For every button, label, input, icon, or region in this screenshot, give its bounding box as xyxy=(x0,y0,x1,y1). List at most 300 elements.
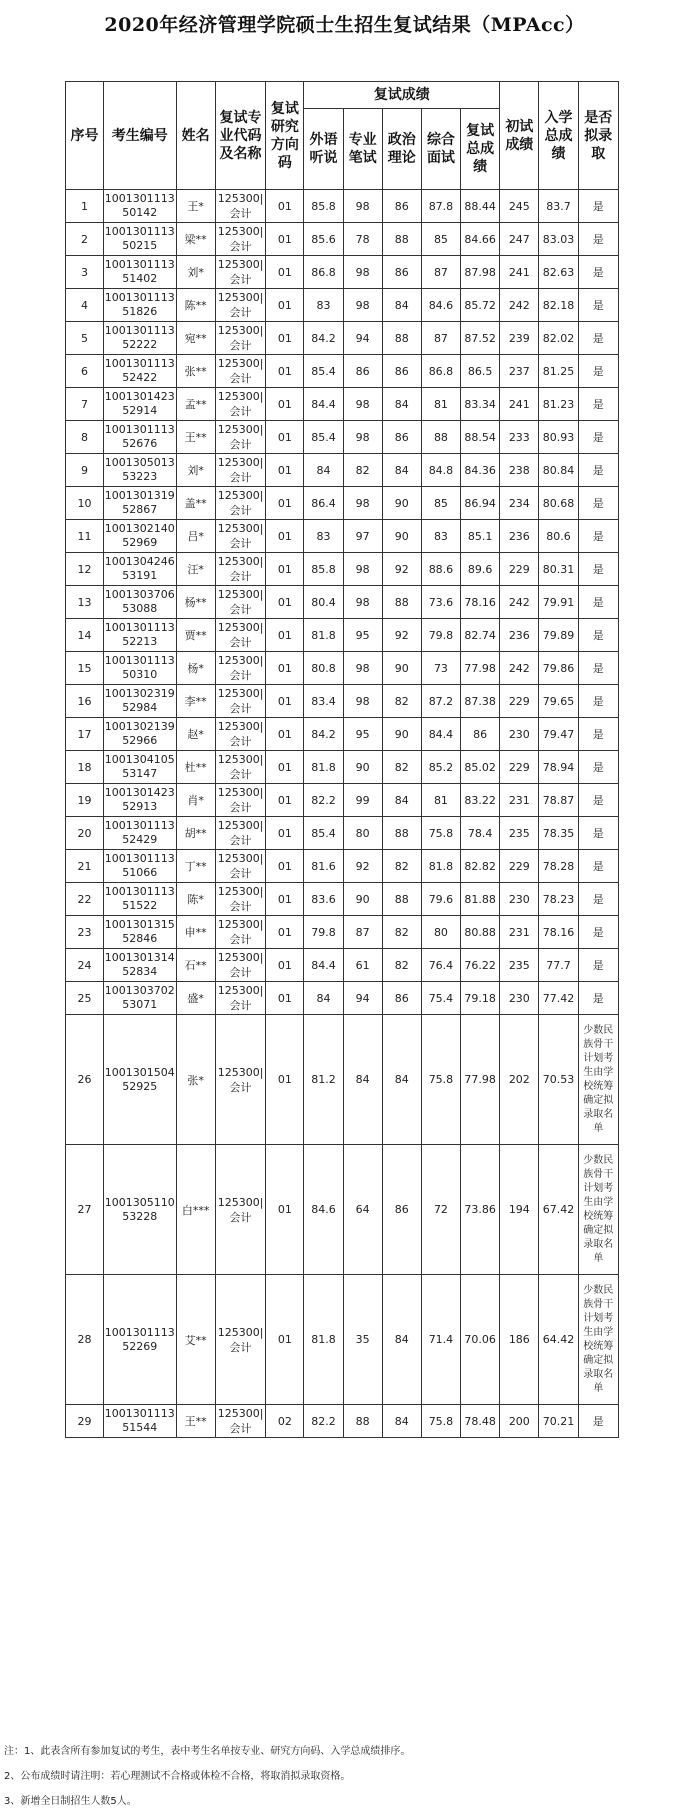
table-row xyxy=(66,421,619,454)
col-header-admitted: 是否拟录取 xyxy=(578,82,618,190)
table-row xyxy=(66,520,619,553)
candidate-id-cell xyxy=(104,388,177,421)
foreign-cell: 79.8 xyxy=(304,916,343,949)
foreign-cell: 83 xyxy=(304,289,343,322)
retest-total-cell: 85.1 xyxy=(461,520,500,553)
major-name: 会计 xyxy=(229,636,252,649)
admitted-cell: 是 xyxy=(578,421,618,454)
name-cell: 吕* xyxy=(176,520,215,553)
seq-cell: 29 xyxy=(66,1405,104,1438)
candidate-id-part1: 1001302319 xyxy=(104,687,175,700)
major-code: 125300| xyxy=(217,588,264,601)
admission-total-cell: 77.42 xyxy=(539,982,578,1015)
interview-cell: 87.8 xyxy=(421,190,460,223)
candidate-id-cell xyxy=(104,421,177,454)
retest-total-cell: 79.18 xyxy=(461,982,500,1015)
admitted-cell: 是 xyxy=(578,1405,618,1438)
written-cell: 84 xyxy=(343,1015,382,1145)
name-cell: 丁** xyxy=(176,850,215,883)
written-cell: 98 xyxy=(343,256,382,289)
initial-cell: 230 xyxy=(500,982,539,1015)
major-code: 125300| xyxy=(217,324,264,337)
major-name: 会计 xyxy=(229,339,252,352)
initial-cell: 236 xyxy=(500,520,539,553)
politics-cell: 86 xyxy=(382,1145,421,1275)
table-row xyxy=(66,916,619,949)
admission-total-cell: 82.02 xyxy=(539,322,578,355)
candidate-id-part1: 1001301113 xyxy=(104,654,175,667)
major-cell xyxy=(215,916,266,949)
direction-cell: 01 xyxy=(266,817,304,850)
col-header-admission-total: 入学总成绩 xyxy=(539,82,578,190)
col-header-direction: 复试研究方向码 xyxy=(266,82,304,190)
admission-total-cell: 83.03 xyxy=(539,223,578,256)
retest-total-cell: 78.16 xyxy=(461,586,500,619)
candidate-id-cell xyxy=(104,322,177,355)
initial-cell: 229 xyxy=(500,553,539,586)
politics-cell: 82 xyxy=(382,685,421,718)
major-code: 125300| xyxy=(217,1407,264,1420)
name-cell: 赵* xyxy=(176,718,215,751)
seq-cell: 2 xyxy=(66,223,104,256)
seq-cell: 8 xyxy=(66,421,104,454)
name-cell: 陈* xyxy=(176,883,215,916)
candidate-id-part1: 1001305013 xyxy=(104,456,175,469)
candidate-id-cell xyxy=(104,520,177,553)
foreign-cell: 84.6 xyxy=(304,1145,343,1275)
interview-cell: 88.6 xyxy=(421,553,460,586)
major-code: 125300| xyxy=(217,1065,264,1079)
admission-total-cell: 81.23 xyxy=(539,388,578,421)
written-cell: 61 xyxy=(343,949,382,982)
initial-cell: 231 xyxy=(500,916,539,949)
col-header-politics: 政治理论 xyxy=(382,109,421,190)
retest-total-cell: 84.66 xyxy=(461,223,500,256)
direction-cell: 01 xyxy=(266,982,304,1015)
major-cell xyxy=(215,190,266,223)
major-code: 125300| xyxy=(217,555,264,568)
major-code: 125300| xyxy=(217,1195,264,1209)
candidate-id-cell xyxy=(104,1405,177,1438)
politics-cell: 88 xyxy=(382,223,421,256)
major-name: 会计 xyxy=(229,603,252,616)
direction-cell: 01 xyxy=(266,1015,304,1145)
candidate-id-part1: 1001301113 xyxy=(104,1325,175,1339)
seq-cell: 5 xyxy=(66,322,104,355)
interview-cell: 83 xyxy=(421,520,460,553)
politics-cell: 88 xyxy=(382,586,421,619)
foreign-cell: 82.2 xyxy=(304,784,343,817)
major-code: 125300| xyxy=(217,456,264,469)
table-row xyxy=(66,1015,619,1145)
written-cell: 98 xyxy=(343,487,382,520)
major-name: 会计 xyxy=(229,867,252,880)
foreign-cell: 81.8 xyxy=(304,619,343,652)
politics-cell: 88 xyxy=(382,883,421,916)
admitted-cell: 少数民族骨干计划考生由学校统筹确定拟录取名单 xyxy=(578,1275,618,1405)
candidate-id-part1: 1001303706 xyxy=(104,588,175,601)
major-name: 会计 xyxy=(229,1080,252,1094)
candidate-id-part2: 52925 xyxy=(122,1079,158,1093)
direction-cell: 01 xyxy=(266,883,304,916)
admitted-cell: 是 xyxy=(578,619,618,652)
candidate-id-part2: 52914 xyxy=(122,404,158,417)
initial-cell: 247 xyxy=(500,223,539,256)
candidate-id-part2: 51066 xyxy=(122,866,158,879)
admitted-cell: 是 xyxy=(578,652,618,685)
retest-total-cell: 85.02 xyxy=(461,751,500,784)
candidate-id-part1: 1001301504 xyxy=(104,1065,175,1079)
retest-total-cell: 87.52 xyxy=(461,322,500,355)
admission-total-cell: 78.87 xyxy=(539,784,578,817)
politics-cell: 84 xyxy=(382,289,421,322)
written-cell: 87 xyxy=(343,916,382,949)
admitted-cell: 是 xyxy=(578,553,618,586)
name-cell: 杨* xyxy=(176,652,215,685)
table-row xyxy=(66,685,619,718)
admitted-cell: 是 xyxy=(578,487,618,520)
candidate-id-part2: 53088 xyxy=(122,602,158,615)
politics-cell: 84 xyxy=(382,1405,421,1438)
major-name: 会计 xyxy=(229,471,252,484)
admission-total-cell: 83.7 xyxy=(539,190,578,223)
foreign-cell: 80.4 xyxy=(304,586,343,619)
initial-cell: 230 xyxy=(500,883,539,916)
candidate-id-part1: 1001301423 xyxy=(104,786,175,799)
written-cell: 35 xyxy=(343,1275,382,1405)
major-code: 125300| xyxy=(217,852,264,865)
written-cell: 92 xyxy=(343,850,382,883)
seq-cell: 6 xyxy=(66,355,104,388)
major-cell xyxy=(215,817,266,850)
direction-cell: 01 xyxy=(266,355,304,388)
written-cell: 88 xyxy=(343,1405,382,1438)
admission-total-cell: 80.84 xyxy=(539,454,578,487)
initial-cell: 194 xyxy=(500,1145,539,1275)
politics-cell: 92 xyxy=(382,619,421,652)
direction-cell: 01 xyxy=(266,553,304,586)
politics-cell: 92 xyxy=(382,553,421,586)
foreign-cell: 81.6 xyxy=(304,850,343,883)
major-name: 会计 xyxy=(229,834,252,847)
admission-total-cell: 70.53 xyxy=(539,1015,578,1145)
admitted-cell: 是 xyxy=(578,190,618,223)
candidate-id-part2: 51826 xyxy=(122,305,158,318)
name-cell: 刘* xyxy=(176,256,215,289)
candidate-id-part2: 53147 xyxy=(122,767,158,780)
candidate-id-part1: 1001301319 xyxy=(104,489,175,502)
major-cell xyxy=(215,487,266,520)
foreign-cell: 84.4 xyxy=(304,949,343,982)
candidate-id-cell xyxy=(104,1145,177,1275)
foreign-cell: 83.6 xyxy=(304,883,343,916)
foreign-cell: 82.2 xyxy=(304,1405,343,1438)
retest-total-cell: 86 xyxy=(461,718,500,751)
major-code: 125300| xyxy=(217,819,264,832)
admission-total-cell: 79.91 xyxy=(539,586,578,619)
major-name: 会计 xyxy=(229,933,252,946)
retest-total-cell: 77.98 xyxy=(461,1015,500,1145)
admission-total-cell: 80.31 xyxy=(539,553,578,586)
admitted-cell: 是 xyxy=(578,289,618,322)
major-cell xyxy=(215,982,266,1015)
retest-total-cell: 82.74 xyxy=(461,619,500,652)
major-cell xyxy=(215,388,266,421)
admitted-cell: 是 xyxy=(578,718,618,751)
admitted-cell: 是 xyxy=(578,817,618,850)
direction-cell: 01 xyxy=(266,1275,304,1405)
major-code: 125300| xyxy=(217,984,264,997)
politics-cell: 82 xyxy=(382,751,421,784)
name-cell: 白*** xyxy=(176,1145,215,1275)
candidate-id-cell xyxy=(104,850,177,883)
direction-cell: 01 xyxy=(266,256,304,289)
major-cell xyxy=(215,1405,266,1438)
foreign-cell: 84 xyxy=(304,982,343,1015)
major-code: 125300| xyxy=(217,753,264,766)
retest-total-cell: 83.22 xyxy=(461,784,500,817)
candidate-id-part2: 50215 xyxy=(122,239,158,252)
retest-total-cell: 86.5 xyxy=(461,355,500,388)
major-code: 125300| xyxy=(217,1325,264,1339)
seq-cell: 25 xyxy=(66,982,104,1015)
major-cell xyxy=(215,553,266,586)
seq-cell: 24 xyxy=(66,949,104,982)
candidate-id-part1: 1001301314 xyxy=(104,951,175,964)
candidate-id-part2: 52867 xyxy=(122,503,158,516)
written-cell: 98 xyxy=(343,553,382,586)
retest-total-cell: 80.88 xyxy=(461,916,500,949)
foreign-cell: 84 xyxy=(304,454,343,487)
major-cell xyxy=(215,850,266,883)
admission-total-cell: 81.25 xyxy=(539,355,578,388)
seq-cell: 27 xyxy=(66,1145,104,1275)
interview-cell: 85 xyxy=(421,487,460,520)
major-name: 会计 xyxy=(229,207,252,220)
foreign-cell: 86.4 xyxy=(304,487,343,520)
admission-total-cell: 82.63 xyxy=(539,256,578,289)
admitted-cell: 是 xyxy=(578,850,618,883)
seq-cell: 1 xyxy=(66,190,104,223)
retest-total-cell: 84.36 xyxy=(461,454,500,487)
table-row xyxy=(66,718,619,751)
major-name: 会计 xyxy=(229,1340,252,1354)
col-header-seq: 序号 xyxy=(66,82,104,190)
seq-cell: 22 xyxy=(66,883,104,916)
written-cell: 95 xyxy=(343,619,382,652)
initial-cell: 229 xyxy=(500,685,539,718)
foreign-cell: 84.2 xyxy=(304,718,343,751)
direction-cell: 02 xyxy=(266,1405,304,1438)
table-row xyxy=(66,850,619,883)
retest-total-cell: 83.34 xyxy=(461,388,500,421)
candidate-id-cell xyxy=(104,718,177,751)
politics-cell: 86 xyxy=(382,421,421,454)
retest-total-cell: 88.54 xyxy=(461,421,500,454)
table-row xyxy=(66,817,619,850)
table-row xyxy=(66,190,619,223)
name-cell: 孟** xyxy=(176,388,215,421)
politics-cell: 90 xyxy=(382,718,421,751)
initial-cell: 229 xyxy=(500,850,539,883)
politics-cell: 84 xyxy=(382,388,421,421)
seq-cell: 20 xyxy=(66,817,104,850)
admission-total-cell: 67.42 xyxy=(539,1145,578,1275)
retest-total-cell: 88.44 xyxy=(461,190,500,223)
major-cell xyxy=(215,520,266,553)
written-cell: 98 xyxy=(343,388,382,421)
major-code: 125300| xyxy=(217,390,264,403)
candidate-id-part1: 1001302139 xyxy=(104,720,175,733)
foreign-cell: 85.6 xyxy=(304,223,343,256)
candidate-id-part2: 52913 xyxy=(122,800,158,813)
name-cell: 杜** xyxy=(176,751,215,784)
candidate-id-cell xyxy=(104,553,177,586)
admission-total-cell: 78.28 xyxy=(539,850,578,883)
retest-total-cell: 76.22 xyxy=(461,949,500,982)
admission-total-cell: 79.89 xyxy=(539,619,578,652)
admission-total-cell: 80.6 xyxy=(539,520,578,553)
seq-cell: 28 xyxy=(66,1275,104,1405)
admitted-cell: 是 xyxy=(578,223,618,256)
footnotes xyxy=(4,1745,684,1820)
major-cell xyxy=(215,685,266,718)
admission-total-cell: 79.47 xyxy=(539,718,578,751)
initial-cell: 186 xyxy=(500,1275,539,1405)
seq-cell: 16 xyxy=(66,685,104,718)
name-cell: 王* xyxy=(176,190,215,223)
major-cell xyxy=(215,1145,266,1275)
major-name: 会计 xyxy=(229,1210,252,1224)
admitted-cell: 是 xyxy=(578,454,618,487)
foreign-cell: 80.8 xyxy=(304,652,343,685)
major-name: 会计 xyxy=(229,504,252,517)
candidate-id-cell xyxy=(104,223,177,256)
candidate-id-part1: 1001301113 xyxy=(104,1407,175,1420)
candidate-id-part2: 52846 xyxy=(122,932,158,945)
candidate-id-part1: 1001304105 xyxy=(104,753,175,766)
col-header-written: 专业笔试 xyxy=(343,109,382,190)
col-group-retest: 复试成绩 xyxy=(304,82,500,109)
major-code: 125300| xyxy=(217,522,264,535)
seq-cell: 14 xyxy=(66,619,104,652)
candidate-id-cell xyxy=(104,1275,177,1405)
major-name: 会计 xyxy=(229,438,252,451)
retest-total-cell: 89.6 xyxy=(461,553,500,586)
retest-total-cell: 73.86 xyxy=(461,1145,500,1275)
name-cell: 石** xyxy=(176,949,215,982)
foreign-cell: 85.4 xyxy=(304,421,343,454)
seq-cell: 12 xyxy=(66,553,104,586)
candidate-id-part2: 52966 xyxy=(122,734,158,747)
name-cell: 王** xyxy=(176,1405,215,1438)
admitted-cell: 是 xyxy=(578,355,618,388)
table-row xyxy=(66,553,619,586)
admitted-cell: 是 xyxy=(578,883,618,916)
interview-cell: 81 xyxy=(421,784,460,817)
admitted-cell: 是 xyxy=(578,388,618,421)
name-cell: 肖* xyxy=(176,784,215,817)
written-cell: 82 xyxy=(343,454,382,487)
interview-cell: 75.8 xyxy=(421,817,460,850)
candidate-id-cell xyxy=(104,817,177,850)
candidate-id-part2: 50310 xyxy=(122,668,158,681)
candidate-id-cell xyxy=(104,916,177,949)
table-row xyxy=(66,388,619,421)
name-cell: 盛* xyxy=(176,982,215,1015)
initial-cell: 241 xyxy=(500,388,539,421)
interview-cell: 75.8 xyxy=(421,1405,460,1438)
major-name: 会计 xyxy=(229,768,252,781)
retest-total-cell: 85.72 xyxy=(461,289,500,322)
table-row xyxy=(66,751,619,784)
retest-total-cell: 78.4 xyxy=(461,817,500,850)
interview-cell: 87.2 xyxy=(421,685,460,718)
politics-cell: 86 xyxy=(382,256,421,289)
direction-cell: 01 xyxy=(266,619,304,652)
seq-cell: 3 xyxy=(66,256,104,289)
initial-cell: 233 xyxy=(500,421,539,454)
name-cell: 王** xyxy=(176,421,215,454)
name-cell: 艾** xyxy=(176,1275,215,1405)
initial-cell: 235 xyxy=(500,949,539,982)
seq-cell: 26 xyxy=(66,1015,104,1145)
seq-cell: 15 xyxy=(66,652,104,685)
name-cell: 贾** xyxy=(176,619,215,652)
written-cell: 94 xyxy=(343,982,382,1015)
candidate-id-part1: 1001301113 xyxy=(104,819,175,832)
candidate-id-part2: 52676 xyxy=(122,437,158,450)
major-code: 125300| xyxy=(217,357,264,370)
candidate-id-part2: 52269 xyxy=(122,1339,158,1353)
interview-cell: 84.6 xyxy=(421,289,460,322)
seq-cell: 9 xyxy=(66,454,104,487)
major-cell xyxy=(215,454,266,487)
footnote-2: 2、公布成绩时请注明：若心理测试不合格或体检不合格，将取消拟录取资格。 xyxy=(4,1771,351,1782)
major-name: 会计 xyxy=(229,900,252,913)
admission-total-cell: 79.86 xyxy=(539,652,578,685)
seq-cell: 13 xyxy=(66,586,104,619)
direction-cell: 01 xyxy=(266,916,304,949)
table-row xyxy=(66,1145,619,1275)
candidate-id-cell xyxy=(104,586,177,619)
table-row xyxy=(66,949,619,982)
seq-cell: 11 xyxy=(66,520,104,553)
major-code: 125300| xyxy=(217,423,264,436)
table-row xyxy=(66,652,619,685)
name-cell: 张* xyxy=(176,1015,215,1145)
initial-cell: 230 xyxy=(500,718,539,751)
initial-cell: 235 xyxy=(500,817,539,850)
initial-cell: 238 xyxy=(500,454,539,487)
initial-cell: 245 xyxy=(500,190,539,223)
interview-cell: 84.4 xyxy=(421,718,460,751)
major-name: 会计 xyxy=(229,306,252,319)
major-cell xyxy=(215,652,266,685)
major-code: 125300| xyxy=(217,192,264,205)
interview-cell: 79.6 xyxy=(421,883,460,916)
candidate-id-part2: 53223 xyxy=(122,470,158,483)
candidate-id-part2: 52222 xyxy=(122,338,158,351)
interview-cell: 73.6 xyxy=(421,586,460,619)
foreign-cell: 85.4 xyxy=(304,817,343,850)
seq-cell: 19 xyxy=(66,784,104,817)
interview-cell: 81 xyxy=(421,388,460,421)
written-cell: 99 xyxy=(343,784,382,817)
politics-cell: 84 xyxy=(382,454,421,487)
interview-cell: 81.8 xyxy=(421,850,460,883)
col-header-initial: 初试成绩 xyxy=(500,82,539,190)
